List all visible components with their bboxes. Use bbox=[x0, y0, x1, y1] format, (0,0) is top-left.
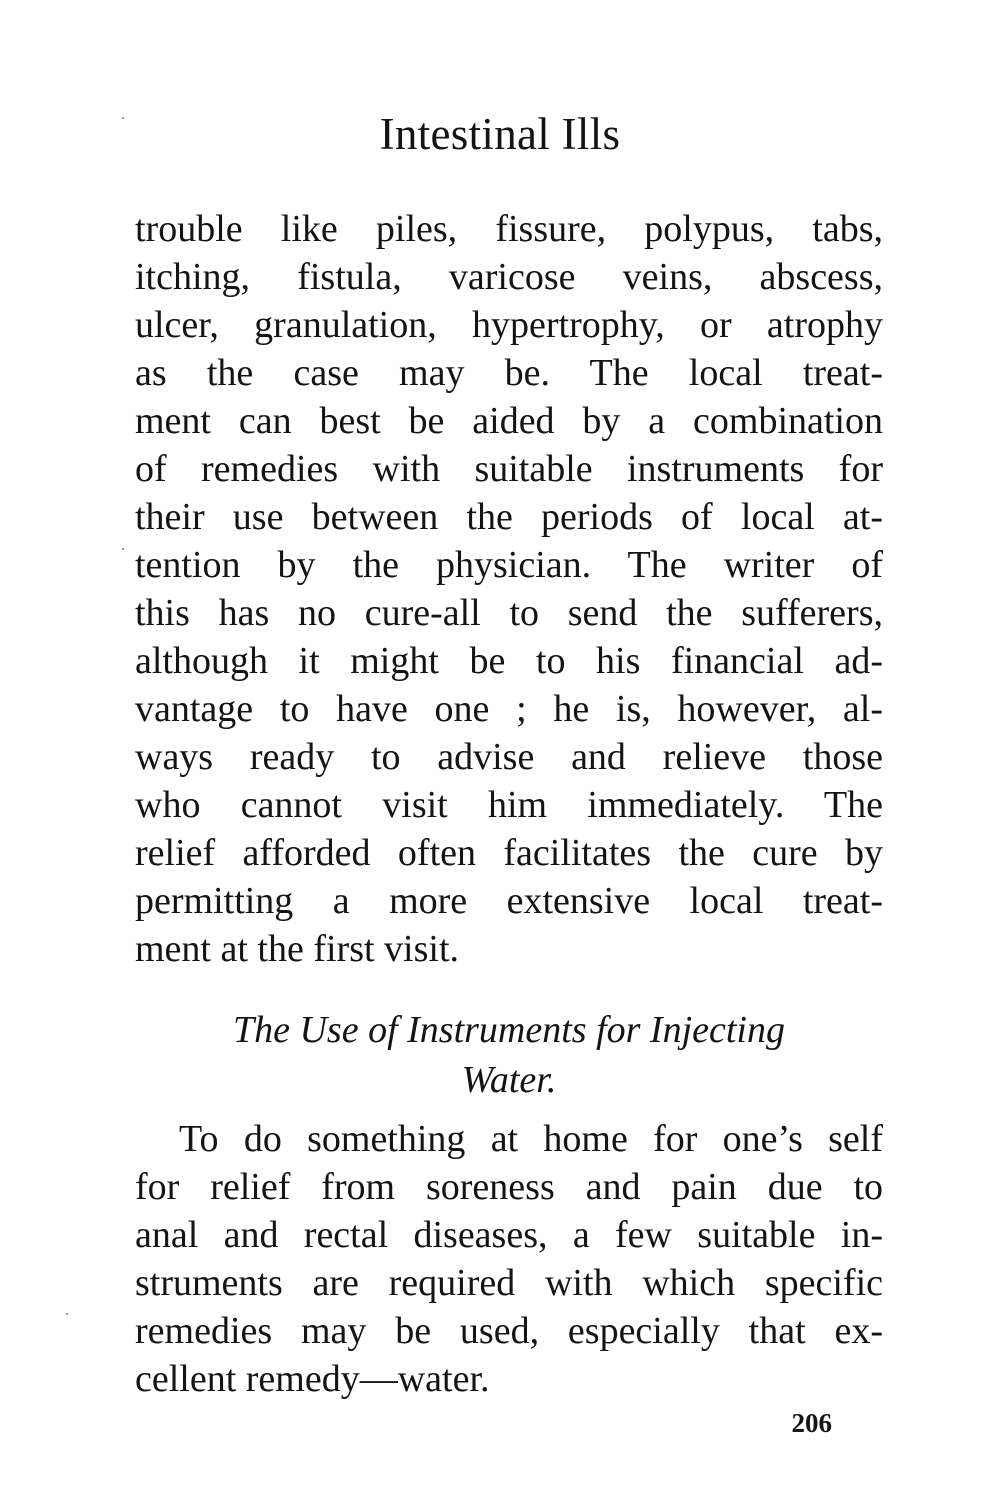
text-line: itching, fistula, varicose veins, abscess, bbox=[135, 256, 883, 298]
text-line: ways ready to advise and relieve those bbox=[135, 736, 883, 778]
text-line: struments are required with which specific bbox=[135, 1262, 883, 1304]
text-line: of remedies with suitable instruments for bbox=[135, 448, 883, 490]
text-line: trouble like piles, fissure, polypus, tabs, bbox=[135, 208, 883, 250]
text-line: remedies may be used, especially that ex- bbox=[135, 1310, 883, 1352]
text-line: ment at the first visit. bbox=[135, 928, 460, 970]
body-paragraph bbox=[135, 1115, 883, 1403]
text-line: their use between the periods of local at- bbox=[135, 496, 883, 538]
text-line: To do something at home for one’s self bbox=[179, 1118, 883, 1160]
text-line: this has no cure-all to send the sufferers, bbox=[135, 592, 883, 634]
text-line: cellent remedy—water. bbox=[135, 1358, 490, 1400]
section-heading-line: The Use of Instruments for Injecting bbox=[232, 1009, 785, 1051]
section-heading-line: Water. bbox=[461, 1059, 557, 1101]
text-line: ment can best be aided by a combination bbox=[135, 400, 883, 442]
page-number: 206 bbox=[791, 1408, 832, 1438]
scan-speck bbox=[66, 1313, 68, 1315]
text-line: relief afforded often facilitates the cure by bbox=[135, 832, 883, 874]
scan-speck bbox=[122, 117, 124, 119]
text-line: ulcer, granulation, hypertrophy, or atrophy bbox=[135, 304, 883, 346]
running-head: Intestinal Ills bbox=[379, 109, 621, 159]
text-line: anal and rectal diseases, a few suitable in- bbox=[135, 1214, 883, 1256]
text-line: for relief from soreness and pain due to bbox=[135, 1166, 883, 1208]
text-line: although it might be to his financial ad- bbox=[135, 640, 883, 682]
text-line: vantage to have one ; he is, however, al- bbox=[135, 688, 883, 730]
text-line: who cannot visit him immediately. The bbox=[135, 784, 883, 826]
body-paragraph bbox=[135, 205, 883, 973]
text-line: permitting a more extensive local treat- bbox=[135, 880, 883, 922]
text-line: as the case may be. The local treat- bbox=[135, 352, 883, 394]
text-line: tention by the physician. The writer of bbox=[135, 544, 883, 586]
scan-speck bbox=[122, 548, 124, 550]
section-heading bbox=[135, 1005, 883, 1105]
